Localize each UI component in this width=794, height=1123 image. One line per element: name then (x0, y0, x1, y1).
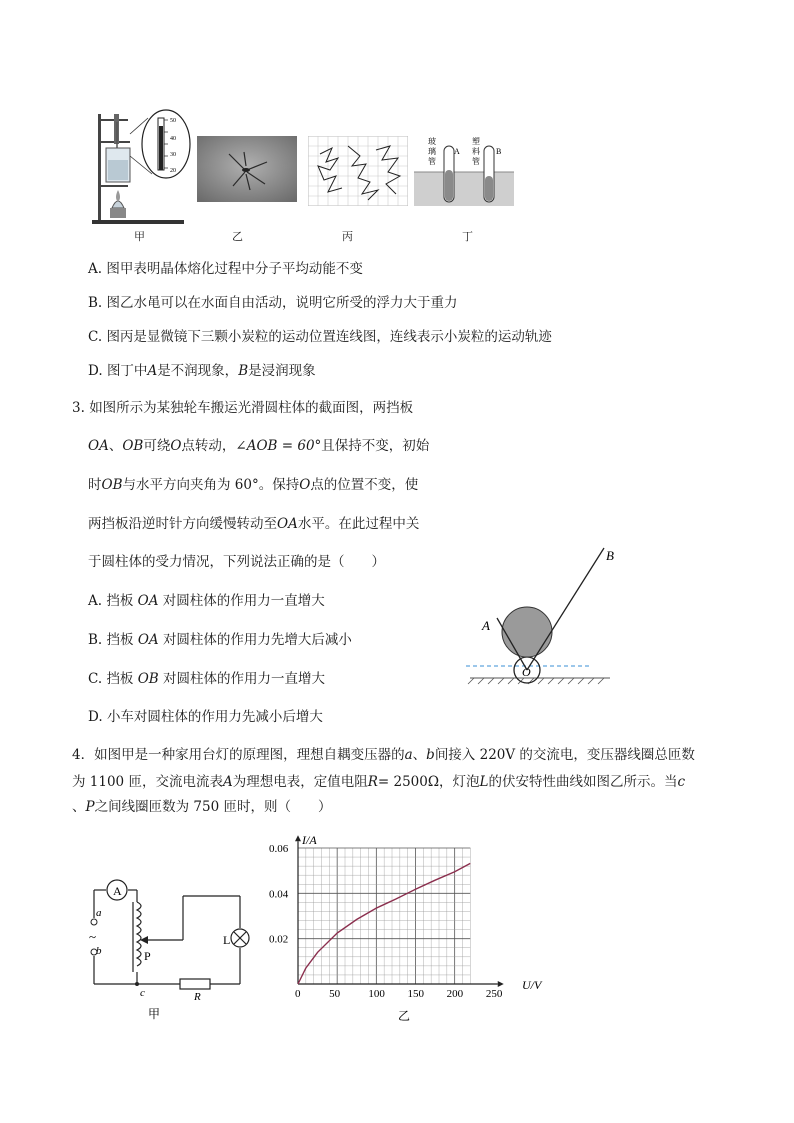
q3-label-a: A (482, 618, 490, 633)
q3-stem-line2: OA、OB可绕O点转动，∠AOB = 60°且保持不变，初始 (88, 438, 430, 454)
graph-xlabel: U/V (522, 978, 542, 992)
graph-ylabel: I/A (302, 833, 317, 847)
y-tick-label: 0.06 (269, 843, 289, 855)
circuit-label-tilde: ~ (89, 929, 97, 944)
tube-label-plastic: 管 (472, 157, 480, 166)
q3-stem-line4: 两挡板沿逆时针方向缓慢转动至OA水平。在此过程中关 (88, 516, 420, 532)
q4-stem-line2: 为 1100 匝，交流电流表A为理想电表，定值电阻R= 2500Ω，灯泡L的伏安特性曲线如图乙所示。当c (72, 774, 686, 790)
x-axis-arrow (498, 981, 504, 987)
graph-caption: 乙 (398, 1009, 411, 1023)
thermo-tick: 20 (170, 168, 176, 174)
x-tick-label: 200 (446, 988, 464, 1000)
q3-option-c[interactable]: C. 挡板 OB 对圆柱体的作用力一直增大 (88, 671, 326, 687)
q3-option-b[interactable]: B. 挡板 OA 对圆柱体的作用力先增大后减小 (88, 632, 352, 648)
x-tick-label: 50 (329, 988, 341, 1000)
thermo-tick: 30 (170, 152, 176, 158)
q2-option-b[interactable]: B. 图乙水黾可以在水面自由活动，说明它所受的浮力大于重力 (88, 295, 458, 311)
thermo-tick: 40 (170, 136, 176, 142)
q2-option-c[interactable]: C. 图丙是显微镜下三颗小炭粒的运动位置连线图，连线表示小炭粒的运动轨迹 (88, 329, 552, 345)
caption-yi: 乙 (232, 230, 243, 243)
q3-stem-line3: 时OB与水平方向夹角为 60°。保持O点的位置不变，使 (88, 477, 419, 493)
figure-bing-brownian (308, 136, 408, 206)
q2-option-a[interactable]: A. 图甲表明晶体熔化过程中分子平均动能不变 (88, 261, 363, 277)
tube-label-a: A (454, 147, 460, 156)
tube-label-plastic: 料 (472, 147, 480, 156)
y-tick-label: 0.02 (269, 933, 289, 946)
q2-option-d[interactable]: D. 图丁中A是不润现象，B是浸润现象 (88, 363, 316, 379)
figure-yi-water-strider (197, 136, 297, 202)
circuit-caption: 甲 (148, 1007, 161, 1021)
circuit-label-r: R (194, 991, 201, 1003)
x-tick-label: 250 (485, 988, 503, 1000)
circuit-ammeter-label: A (113, 884, 122, 898)
q4-stem-line3: 、P之间线圈匝数为 750 匝时，则（ ） (72, 799, 332, 815)
tube-label-glass: 玻 (428, 137, 436, 146)
tube-label-glass: 管 (428, 157, 436, 166)
caption-bing: 丙 (342, 230, 353, 243)
figure-jia-melting (92, 108, 192, 224)
circuit-label-b: b (96, 945, 102, 957)
y-axis-arrow (295, 835, 301, 841)
q4-circuit-jia (82, 872, 262, 1032)
tube-label-glass: 璃 (428, 147, 436, 156)
q3-label-b: B (606, 548, 614, 563)
q4-graph-yi (262, 830, 562, 1030)
thermo-tick: 50 (170, 118, 176, 124)
x-tick-label: 150 (407, 988, 424, 1000)
q4-stem-line1: 4．如图甲是一种家用台灯的原理图，理想自耦变压器的a、b间接入 220V 的交流电，变压器线圈总匝数 (72, 747, 695, 763)
q3-stem-line1: 3. 如图所示为某独轮车搬运光滑圆柱体的截面图，两挡板 (72, 400, 414, 416)
caption-jia: 甲 (134, 230, 145, 243)
tube-label-b: B (496, 147, 502, 156)
q3-option-a[interactable]: A. 挡板 OA 对圆柱体的作用力一直增大 (88, 593, 325, 609)
circuit-label-c: c (140, 987, 145, 999)
caption-ding: 丁 (462, 230, 473, 243)
circuit-label-l: L (223, 933, 231, 947)
x-tick-label: 0 (295, 988, 301, 1000)
y-tick-label: 0.04 (269, 888, 289, 901)
q3-option-d[interactable]: D. 小车对圆柱体的作用力先减小后增大 (88, 709, 323, 725)
q3-label-o: O (522, 665, 531, 679)
figure-ding-tubes (414, 132, 514, 208)
circuit-label-a: a (96, 907, 102, 919)
circuit-label-p: P (144, 949, 151, 963)
x-tick-label: 100 (368, 988, 385, 1000)
q3-figure-cylinder (460, 540, 630, 700)
q3-stem-line5: 于圆柱体的受力情况，下列说法正确的是（ ） (88, 554, 385, 570)
tube-label-plastic: 塑 (472, 137, 480, 146)
